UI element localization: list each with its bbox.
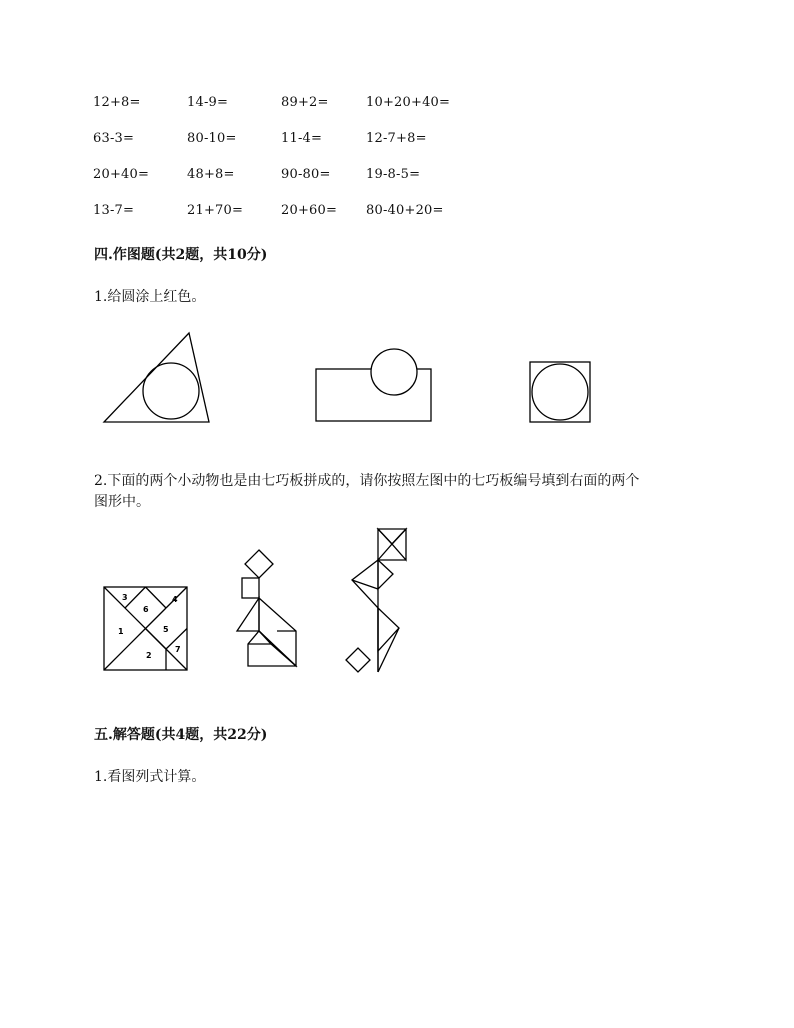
equation: 20+60= xyxy=(281,203,338,218)
question-5-1: 1.看图列式计算。 xyxy=(94,769,206,785)
tangram-number: 2 xyxy=(146,651,152,660)
tangram-number: 3 xyxy=(122,593,128,602)
equation: 80-40+20= xyxy=(366,203,444,218)
equation: 20+40= xyxy=(93,167,150,182)
tangram-number: 6 xyxy=(143,605,149,614)
question-4-2-line1: 2.下面的两个小动物也是由七巧板拼成的，请你按照左图中的七巧板编号填到右面的两个 xyxy=(94,473,640,489)
equation: 89+2= xyxy=(281,95,329,110)
question-4-1: 1.给圆涂上红色。 xyxy=(94,289,206,305)
section-5-title: 五.解答题(共4题，共22分) xyxy=(94,727,268,743)
equation: 12-7+8= xyxy=(366,131,427,146)
equation: 90-80= xyxy=(281,167,331,182)
equation: 63-3= xyxy=(93,131,135,146)
equation: 12+8= xyxy=(93,95,141,110)
equation: 80-10= xyxy=(187,131,237,146)
equation: 10+20+40= xyxy=(366,95,451,110)
tangram-number: 7 xyxy=(175,645,181,654)
equation: 19-8-5= xyxy=(366,167,421,182)
equation: 11-4= xyxy=(281,131,323,146)
tangram-number: 5 xyxy=(163,625,169,634)
tangram-number: 4 xyxy=(172,595,178,604)
tangram-number: 1 xyxy=(118,627,124,636)
section-4-title: 四.作图题(共2题，共10分) xyxy=(94,247,268,263)
question-4-2-line2: 图形中。 xyxy=(94,494,150,510)
equation: 21+70= xyxy=(187,203,244,218)
equation: 14-9= xyxy=(187,95,229,110)
equation: 13-7= xyxy=(93,203,135,218)
equation: 48+8= xyxy=(187,167,235,182)
tangram-animal-rabbit xyxy=(237,550,296,666)
tangram-animal-bird xyxy=(346,529,406,672)
